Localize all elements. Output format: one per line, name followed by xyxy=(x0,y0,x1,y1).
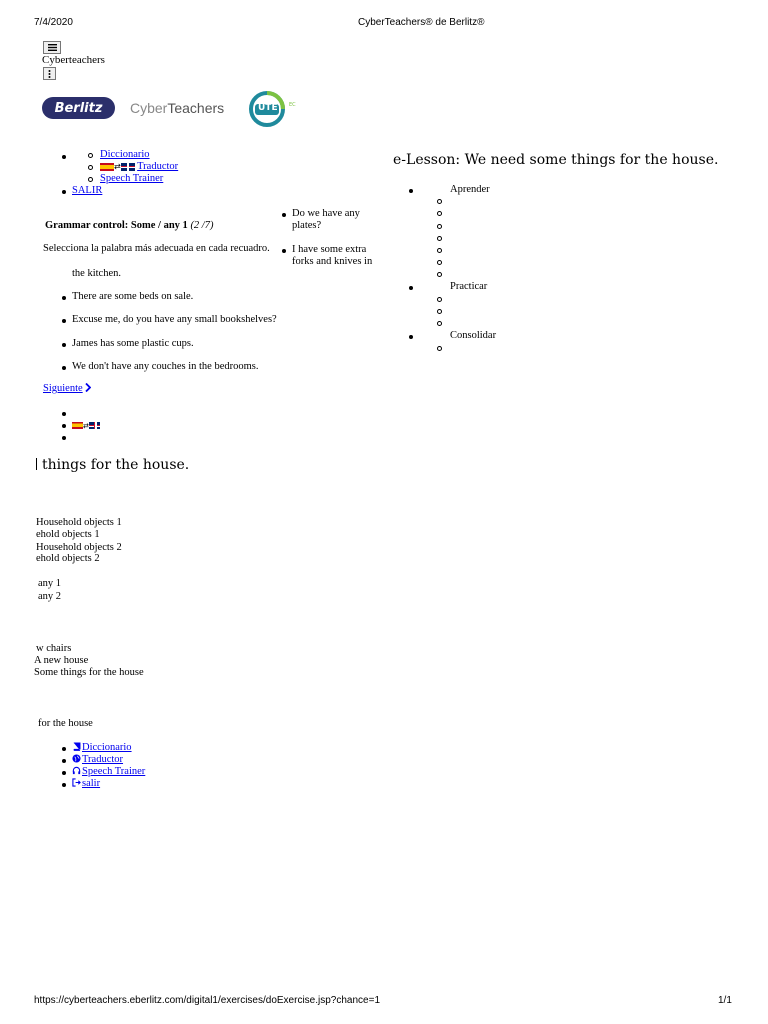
list-bullet xyxy=(62,412,66,416)
exercise-sentence[interactable]: We don't have any couches in the bedrooms. xyxy=(72,361,259,372)
sub-bullet xyxy=(437,224,442,229)
berlitz-logo xyxy=(42,97,115,119)
diccionario-link-item[interactable] xyxy=(72,742,132,753)
lesson-item[interactable]: any 2 xyxy=(38,591,62,602)
sub-bullet xyxy=(437,309,442,314)
nav-salir-link[interactable]: SALIR xyxy=(72,185,103,196)
lesson-item[interactable]: ehold objects 1 xyxy=(36,529,100,540)
cyberteachers-logo-part-b: Teachers xyxy=(167,100,225,116)
traductor-link[interactable]: Traductor xyxy=(82,754,124,765)
link-bullet xyxy=(62,771,66,775)
nav-traductor[interactable] xyxy=(100,161,178,172)
hamburger-menu-button[interactable] xyxy=(43,41,61,54)
headphones-icon xyxy=(72,766,81,775)
salir-link-item[interactable] xyxy=(72,778,100,789)
vertical-dots-icon xyxy=(48,70,51,78)
cyberteachers-logo-part-a: Cyber xyxy=(130,100,168,116)
lesson-title-fragment-text: things for the house. xyxy=(42,457,190,473)
salir-link[interactable]: salir xyxy=(82,778,101,789)
uk-flag-icon xyxy=(121,163,135,171)
spain-flag-icon xyxy=(72,422,83,429)
nav-bullet xyxy=(62,190,66,194)
sub-bullet xyxy=(437,211,442,216)
diccionario-link[interactable]: Diccionario xyxy=(82,742,132,753)
link-bullet xyxy=(62,759,66,763)
print-title: CyberTeachers® de Berlitz® xyxy=(358,17,485,28)
overlap-sentence-line: Do we have any xyxy=(292,208,360,219)
next-link[interactable]: Siguiente xyxy=(43,383,83,394)
lesson-item[interactable]: w chairs xyxy=(36,643,72,654)
lesson-item[interactable]: ehold objects 2 xyxy=(36,553,100,564)
sentence-bullet xyxy=(62,319,66,323)
lower-flags[interactable] xyxy=(72,420,100,431)
lesson-item[interactable]: Household objects 1 xyxy=(36,517,122,528)
nav-traductor-link[interactable]: Traductor xyxy=(137,161,179,172)
brand-name: Cyberteachers xyxy=(42,54,105,66)
nav-bullet xyxy=(62,155,66,159)
overlap-sentence-line: plates? xyxy=(292,220,322,231)
link-bullet xyxy=(62,747,66,751)
hamburger-icon xyxy=(48,44,57,51)
print-date: 7/4/2020 xyxy=(34,17,73,28)
nav-sub-bullet xyxy=(88,153,93,158)
section-practicar[interactable]: Practicar xyxy=(450,281,488,292)
next-button[interactable] xyxy=(43,383,91,394)
exercise-instruction: Selecciona la palabra más adecuada en cada recuadro. xyxy=(43,243,270,254)
section-bullet xyxy=(409,189,413,193)
swap-arrow-icon: ⇄ xyxy=(114,162,121,171)
lesson-item[interactable]: A new house xyxy=(34,655,89,666)
sentence-bullet xyxy=(282,249,286,253)
exercise-heading xyxy=(45,220,213,231)
lesson-item[interactable]: Household objects 2 xyxy=(36,542,122,553)
cut-letter-fragment xyxy=(34,458,37,470)
traductor-link-item[interactable] xyxy=(72,754,123,765)
lesson-title: e-Lesson: We need some things for the house. xyxy=(393,152,719,168)
exercise-heading-text: Grammar control: Some / any 1 xyxy=(45,220,188,231)
ute-logo-text: UTE xyxy=(258,103,278,113)
print-page-number: 1/1 xyxy=(718,995,732,1006)
exercise-sentence[interactable]: James has some plastic cups. xyxy=(72,338,194,349)
chevron-right-icon xyxy=(85,383,91,392)
swap-arrow-icon: ⇄ xyxy=(83,422,89,430)
nav-sub-bullet xyxy=(88,177,93,182)
sub-bullet xyxy=(437,297,442,302)
cyberteachers-logo xyxy=(130,100,224,116)
spain-flag-icon xyxy=(100,163,114,171)
sub-bullet xyxy=(437,321,442,326)
section-bullet xyxy=(409,335,413,339)
sub-bullet xyxy=(437,248,442,253)
sub-bullet xyxy=(437,236,442,241)
book-icon xyxy=(72,742,81,751)
sentence-bullet xyxy=(62,296,66,300)
nav-sub-bullet xyxy=(88,165,93,170)
sign-out-icon xyxy=(72,778,81,787)
lesson-item[interactable]: for the house xyxy=(38,718,93,729)
sub-bullet xyxy=(437,272,442,277)
print-url: https://cyberteachers.eberlitz.com/digital1/exercises/doExercise.jsp?chance=1 xyxy=(34,995,381,1006)
lesson-item[interactable]: Some things for the house xyxy=(34,667,144,678)
sub-bullet xyxy=(437,260,442,265)
more-options-button[interactable] xyxy=(43,67,56,80)
section-consolidar[interactable]: Consolidar xyxy=(450,330,497,341)
sentence-bullet xyxy=(62,343,66,347)
exercise-sentence[interactable]: Excuse me, do you have any small bookshelves? xyxy=(72,314,277,325)
sentence-bullet xyxy=(282,213,286,217)
speech-trainer-link-item[interactable] xyxy=(72,766,145,777)
section-bullet xyxy=(409,286,413,290)
globe-icon xyxy=(72,754,81,763)
list-bullet xyxy=(62,436,66,440)
link-bullet xyxy=(62,783,66,787)
sub-bullet xyxy=(437,199,442,204)
lesson-title-fragment xyxy=(34,457,189,473)
sentence-bullet xyxy=(62,366,66,370)
section-aprender[interactable]: Aprender xyxy=(450,184,490,195)
nav-speech-trainer-link[interactable]: Speech Trainer xyxy=(100,173,164,184)
nav-diccionario-link[interactable]: Diccionario xyxy=(100,149,150,160)
sub-bullet xyxy=(437,346,442,351)
lesson-item[interactable]: any 1 xyxy=(38,578,62,589)
overlap-sentence-line: I have some extra xyxy=(292,244,367,255)
berlitz-logo-text: Berlitz xyxy=(54,100,103,116)
exercise-progress: (2 /7) xyxy=(190,220,214,231)
speech-trainer-link[interactable]: Speech Trainer xyxy=(82,766,146,777)
overlap-sentence-line: forks and knives in xyxy=(292,256,373,267)
uk-flag-icon xyxy=(89,422,100,429)
ute-logo xyxy=(248,90,296,128)
exercise-sentence[interactable]: There are some beds on sale. xyxy=(72,291,194,302)
sentence-fragment: the kitchen. xyxy=(72,268,121,279)
ute-logo-sup: EC xyxy=(289,102,296,108)
list-bullet xyxy=(62,424,66,428)
